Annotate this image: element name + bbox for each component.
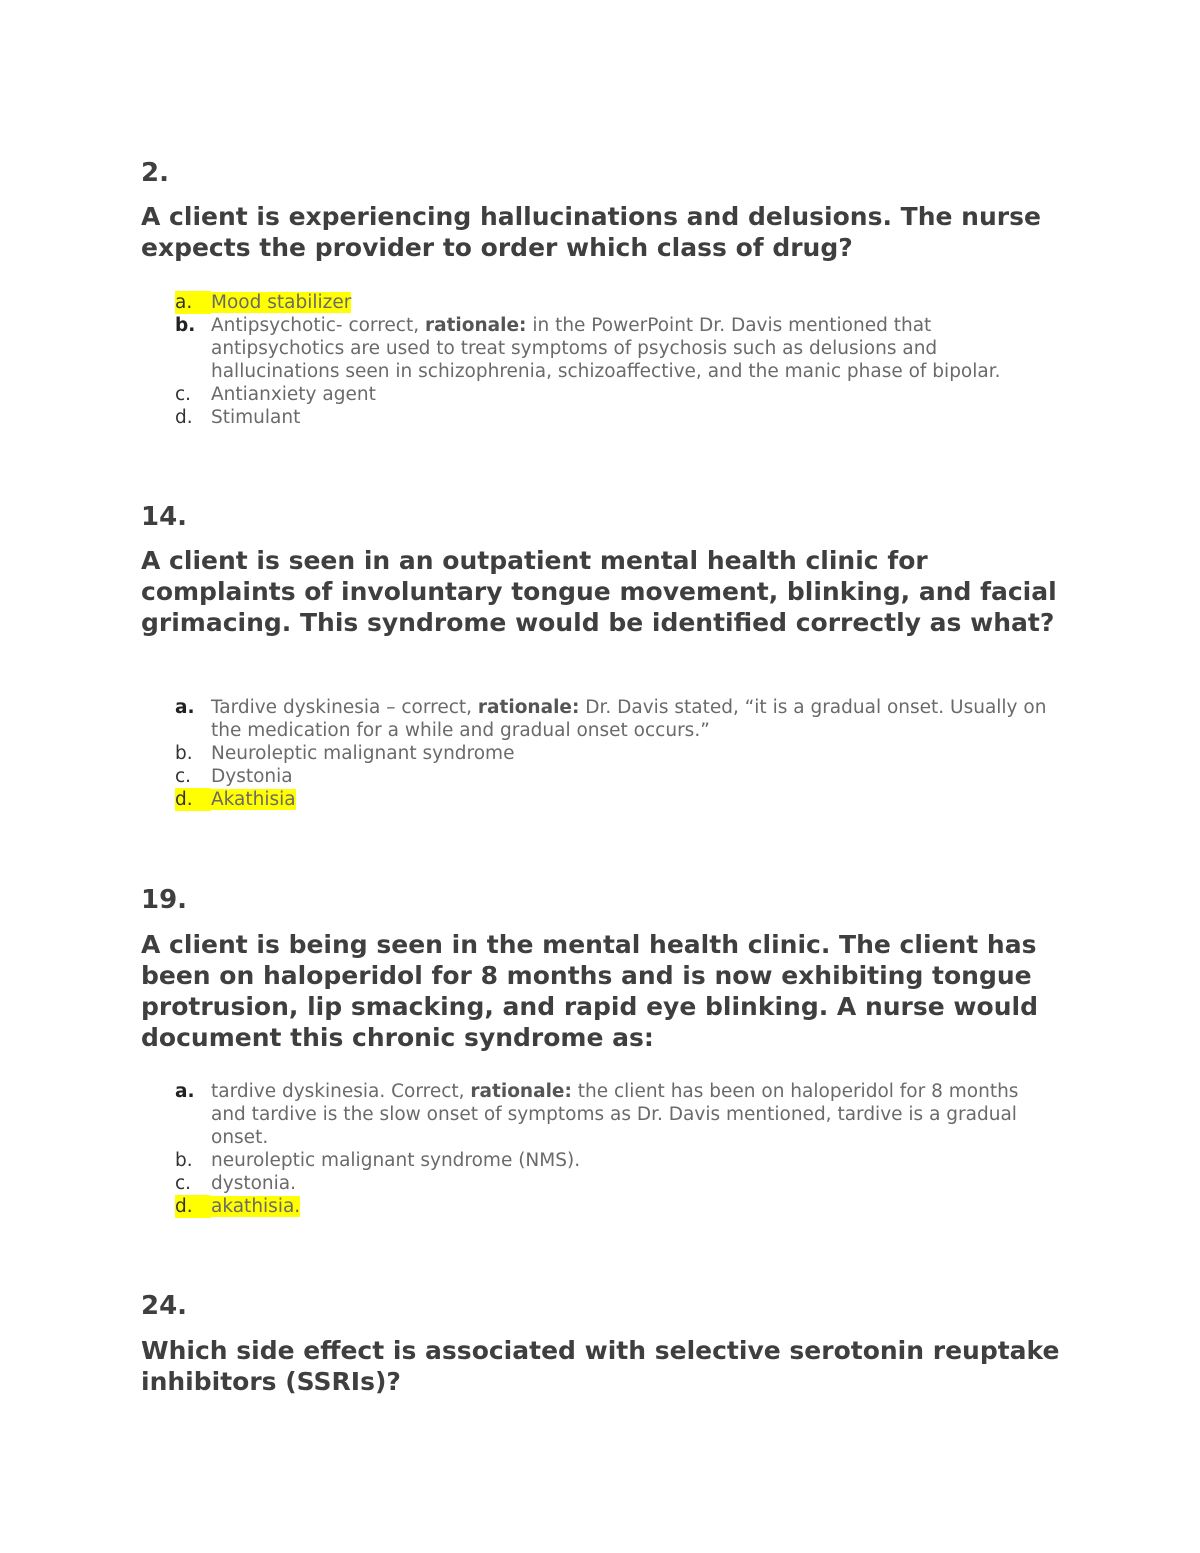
option-letter: b. xyxy=(175,743,193,764)
option-text: Stimulant xyxy=(211,407,301,428)
option-letter: a. xyxy=(175,291,211,314)
option-c xyxy=(175,765,1055,788)
rationale-label: rationale: xyxy=(424,315,527,336)
option-text: Mood stabilizer xyxy=(211,292,352,313)
option-letter: c. xyxy=(175,766,192,787)
answer-options xyxy=(175,696,1055,811)
option-text: Tardive dyskinesia – correct, xyxy=(211,697,478,718)
option-text: tardive dyskinesia. Correct, xyxy=(211,1081,471,1102)
answer-options xyxy=(175,1080,1055,1218)
option-c xyxy=(175,383,1055,406)
option-c xyxy=(175,1172,1055,1195)
option-text: dystonia. xyxy=(211,1173,296,1194)
option-letter: c. xyxy=(175,1173,192,1194)
option-letter: c. xyxy=(175,384,192,405)
answer-options xyxy=(175,291,1055,429)
option-a xyxy=(175,291,1055,314)
option-letter: d. xyxy=(175,407,193,428)
rationale-text: in the PowerPoint Dr. Davis mentioned that antipsychotics are used to treat symptoms of psychosis such as delusions and hallucinations seen in schizophrenia, schizoaffective, and the manic phase of bipolar. xyxy=(211,315,1001,382)
rationale-text: the client has been on haloperidol for 8 months and tardive is the slow onset of symptoms as Dr. Davis mentioned, tardive is a gradual onset. xyxy=(211,1081,1019,1148)
question-number: 14. xyxy=(141,502,188,532)
option-letter: a. xyxy=(175,1081,195,1102)
option-b xyxy=(175,1149,1055,1172)
option-text: Antianxiety agent xyxy=(211,384,376,405)
option-letter: b. xyxy=(175,1150,193,1171)
option-d xyxy=(175,788,1055,811)
option-letter: a. xyxy=(175,697,195,718)
option-text: Neuroleptic malignant syndrome xyxy=(211,743,515,764)
rationale-label: rationale: xyxy=(470,1081,572,1102)
option-text: akathisia. xyxy=(211,1196,301,1217)
option-d xyxy=(175,406,1055,429)
option-letter: d. xyxy=(175,1195,211,1218)
option-letter: d. xyxy=(175,788,211,811)
option-b xyxy=(175,314,1055,383)
rationale-text: Dr. Davis stated, “it is a gradual onset. Usually on the medication for a while and gradual onset occurs.” xyxy=(211,697,1047,741)
option-b xyxy=(175,742,1055,765)
question-number: 19. xyxy=(141,885,188,915)
option-text: neuroleptic malignant syndrome (NMS). xyxy=(211,1150,581,1171)
question-text: Which side effect is associated with selective serotonin reuptake inhibitors (SSRIs)? xyxy=(141,1336,1060,1396)
question-text: A client is seen in an outpatient mental health clinic for complaints of involuntary tongue movement, blinking, and facial grimacing. This syndrome would be identified correctly as what? xyxy=(141,546,1057,637)
option-text: Akathisia xyxy=(211,789,296,810)
question-text: A client is experiencing hallucinations and delusions. The nurse expects the provider to order which class of drug? xyxy=(141,202,1041,262)
rationale-label: rationale: xyxy=(477,697,580,718)
option-text: Antipsychotic- correct, xyxy=(211,315,425,336)
option-d xyxy=(175,1195,1055,1218)
question-number: 2. xyxy=(141,158,169,188)
option-a xyxy=(175,1080,1055,1149)
question-number: 24. xyxy=(141,1291,188,1321)
option-letter: b. xyxy=(175,315,196,336)
question-text: A client is being seen in the mental health clinic. The client has been on haloperidol for 8 months and is now exhibiting tongue protrusion, lip smacking, and rapid eye blinking. A nurse would document this chronic syndrome as: xyxy=(141,930,1038,1052)
option-a xyxy=(175,696,1055,742)
option-text: Dystonia xyxy=(211,766,293,787)
